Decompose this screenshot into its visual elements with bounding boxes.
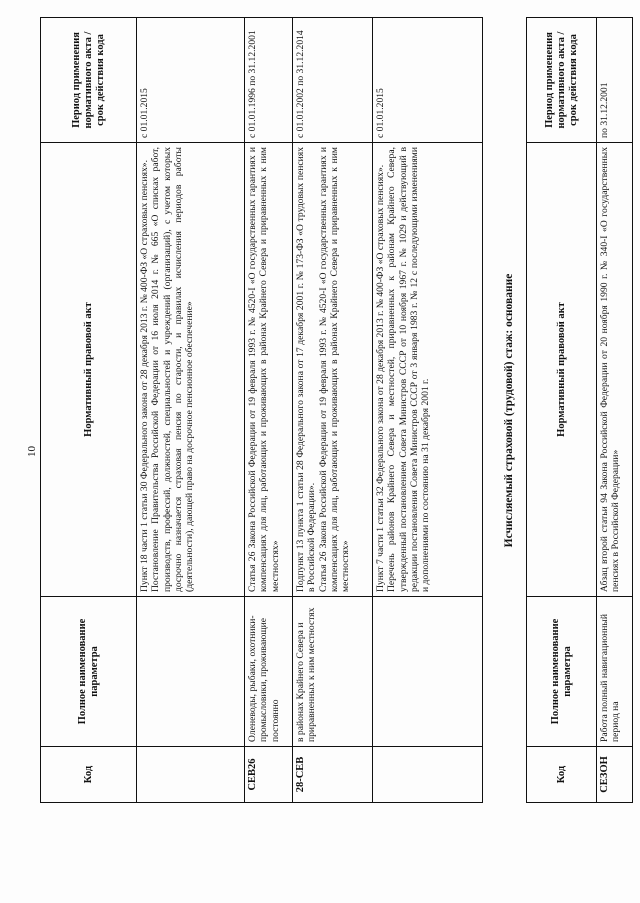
row-act bbox=[597, 143, 633, 597]
act-paragraph: Пункт 18 части 1 статьи 30 Федерального закона от 28 декабря 2013 г. № 400-ФЗ «О страховых пенсиях». bbox=[139, 160, 150, 592]
header-period: Период применения нормативного акта / срок действия кода bbox=[41, 18, 137, 143]
table-row bbox=[245, 18, 293, 803]
header-code: Код bbox=[527, 747, 597, 803]
header-act: Нормативный правовой акт bbox=[41, 143, 137, 597]
table-row bbox=[137, 18, 245, 803]
row-act bbox=[293, 143, 373, 597]
row-name bbox=[373, 597, 483, 747]
row-code bbox=[373, 747, 483, 803]
row-name: Оленеводы, рыбаки, охотники-промысловики, проживающие постоянно bbox=[245, 597, 293, 747]
row-code bbox=[137, 747, 245, 803]
row-code: 28-СЕВ bbox=[293, 747, 373, 803]
codes-table bbox=[40, 17, 483, 803]
table-header-row bbox=[41, 18, 137, 803]
act-paragraph: Перечень районов Крайнего Севера и местностей, приравненных к районам Крайнего Севера, утвержденный постановлением Совета Министров СССР от 10 ноября 1967 г. № 1029 и действующий в редакции постановления Совета Министров СССР от 3 января 1983 г. № 12 с последующими изменениями и дополнениями по состоянию на 31 декабря 2001 г. bbox=[386, 147, 432, 592]
act-paragraph: Абзац второй статьи 94 Закона Российской Федерации от 20 ноября 1990 г. № 340-I «О государственных пенсиях в Российской Федерации» bbox=[599, 147, 622, 592]
row-name: Работа полный навигационный период на bbox=[597, 597, 633, 747]
row-period: с 01.01.2015 bbox=[137, 18, 245, 143]
header-name: Полное наименование параметра bbox=[527, 597, 597, 747]
row-name: в районах Крайнего Севера и приравненных к ним местностях bbox=[293, 597, 373, 747]
table-header-row bbox=[527, 18, 597, 803]
row-period: с 01.01.2015 bbox=[373, 18, 483, 143]
page-number: 10 bbox=[26, 446, 38, 457]
act-paragraph: Пункт 7 части 1 статьи 32 Федерального закона от 28 декабря 2013 г. № 400-ФЗ «О страховых пенсиях». bbox=[375, 164, 386, 592]
row-act bbox=[137, 143, 245, 597]
row-period: с 01.01.1996 по 31.12.2001 bbox=[245, 18, 293, 143]
act-paragraph: Статья 26 Закона Российской Федерации от 19 февраля 1993 г. № 4520-I «О государственных гарантиях и компенсациях для лиц, работающих и проживающих в районах Крайнего Севера и приравненных к ним местностях» bbox=[317, 147, 352, 592]
row-name bbox=[137, 597, 245, 747]
row-code: СЕЗОН bbox=[597, 747, 633, 803]
row-act bbox=[373, 143, 483, 597]
row-code: СЕВ26 bbox=[245, 747, 293, 803]
basis-table bbox=[526, 17, 633, 803]
section-title: Исчисляемый страховой (трудовой) стаж: основание bbox=[503, 273, 515, 548]
row-act bbox=[245, 143, 293, 597]
row-period: с 01.01.2002 по 31.12.2014 bbox=[293, 18, 373, 143]
header-name: Полное наименование параметра bbox=[41, 597, 137, 747]
row-period: по 31.12.2001 bbox=[597, 18, 633, 143]
table-row bbox=[373, 18, 483, 803]
header-period: Период применения нормативного акта / срок действия кода bbox=[527, 18, 597, 143]
header-act: Нормативный правовой акт bbox=[527, 143, 597, 597]
table-row bbox=[597, 18, 633, 803]
act-paragraph: Постановление Правительства Российской Федерации от 16 июля 2014 г. № 665 «О списках работ, производств, профессий, должностей, специальностей и учреждений (организаций), с учетом которых досрочно назначается страховая пенсия по старости, и правилах исчисления периодов работы (деятельности), дающей право на досрочное пенсионное обеспечение» bbox=[150, 147, 196, 592]
act-paragraph: Подпункт 13 пункта 1 статьи 28 Федерального закона от 17 декабря 2001 г. № 173-ФЗ «О трудовых пенсиях в Российской Федерации». bbox=[295, 147, 318, 592]
act-paragraph: Статья 26 Закона Российской Федерации от 19 февраля 1993 г. № 4520-I «О государственных гарантиях и компенсациях для лиц, работающих и проживающих в районах Крайнего Севера и приравненных к ним местностях» bbox=[247, 147, 281, 592]
header-code: Код bbox=[41, 747, 137, 803]
table-row bbox=[293, 18, 373, 803]
